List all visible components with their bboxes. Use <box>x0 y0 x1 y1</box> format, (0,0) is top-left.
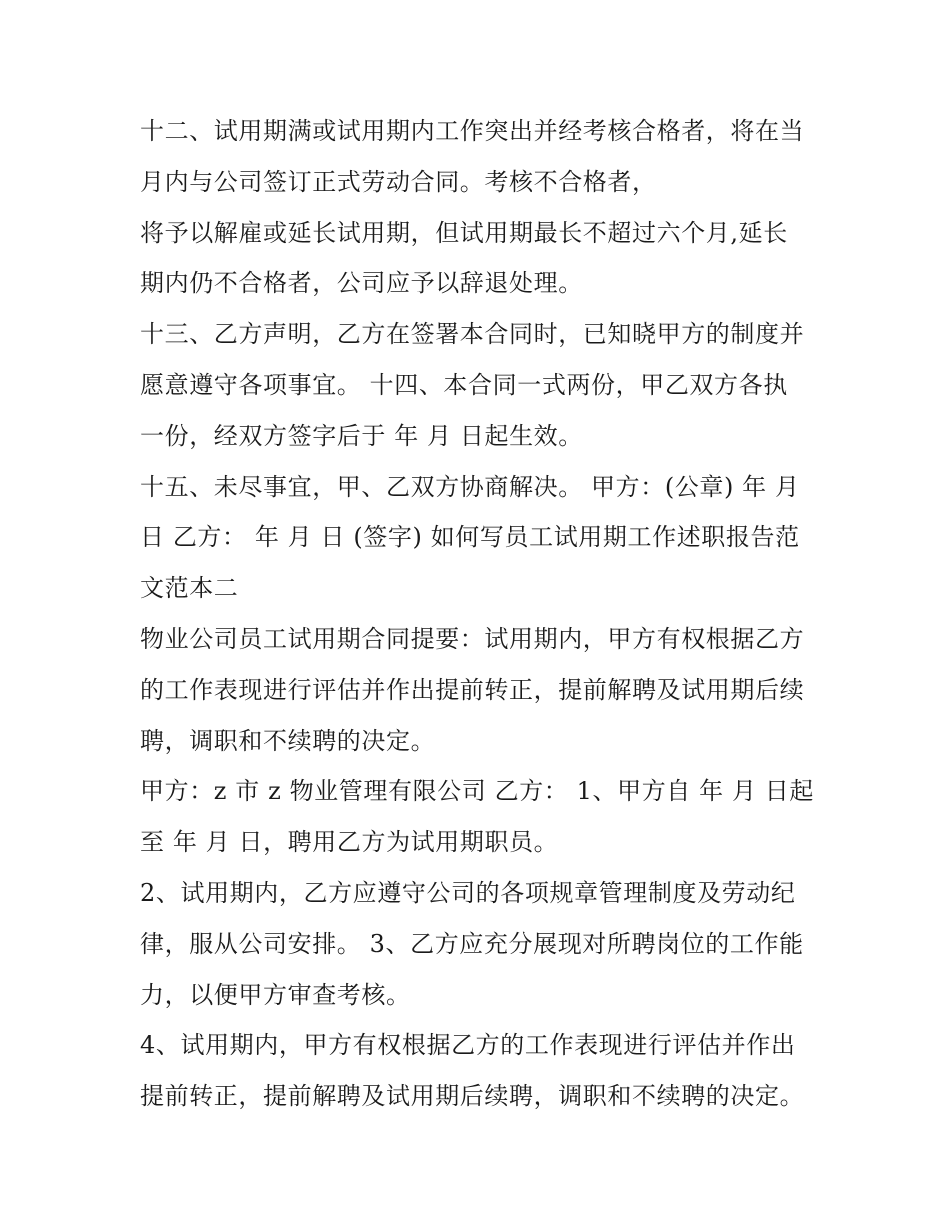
text-line-1: 十二、试用期满或试用期内工作突出并经考核合格者，将在当 <box>140 117 805 145</box>
text-line-6: 愿意遵守各项事宜。 十四、本合同一式两份，甲乙双方各执 <box>140 370 788 399</box>
text-line-8: 十五、未尽事宜，甲、乙双方协商解决。 甲方：(公章) 年 月 <box>140 472 800 501</box>
text-line-16: 2、试用期内，乙方应遵守公司的各项规章管理制度及劳动纪 <box>140 878 796 907</box>
text-line-20: 提前转正，提前解聘及试用期后续聘，调职和不续聘的决定。 <box>140 1082 805 1111</box>
text-line-19: 4、试用期内，甲方有权根据乙方的工作表现进行评估并作出 <box>140 1031 796 1060</box>
text-line-11: 物业公司员工试用期合同提要：试用期内，甲方有权根据乙方 <box>140 624 805 653</box>
text-line-17: 律，服从公司安排。 3、乙方应充分展现对所聘岗位的工作能 <box>140 929 804 958</box>
text-line-7: 一份，经双方签字后于 年 月 日起生效。 <box>140 421 583 450</box>
text-line-4: 期内仍不合格者，公司应予以辞退处理。 <box>140 269 583 298</box>
text-line-13: 聘，调职和不续聘的决定。 <box>140 726 436 755</box>
document-body <box>140 106 820 1122</box>
text-line-5: 十三、乙方声明，乙方在签署本合同时，已知晓甲方的制度并 <box>140 320 805 349</box>
text-line-15: 至 年 月 日，聘用乙方为试用期职员。 <box>140 828 559 857</box>
text-line-18: 力，以便甲方审查考核。 <box>140 980 411 1009</box>
text-line-3: 将予以解雇或延长试用期，但试用期最长不超过六个月,延长 <box>140 218 788 247</box>
text-line-10: 文范本二 <box>140 574 239 603</box>
text-line-12: 的工作表现进行评估并作出提前转正，提前解聘及试用期后续 <box>140 675 805 704</box>
text-line-9: 日 乙方： 年 月 日 (签字) 如何写员工试用期工作述职报告范 <box>140 523 800 552</box>
text-line-14: 甲方：z 市 z 物业管理有限公司 乙方： 1、甲方自 年 月 日起 <box>140 777 814 806</box>
text-line-2: 月内与公司签订正式劳动合同。考核不合格者， <box>140 167 657 196</box>
